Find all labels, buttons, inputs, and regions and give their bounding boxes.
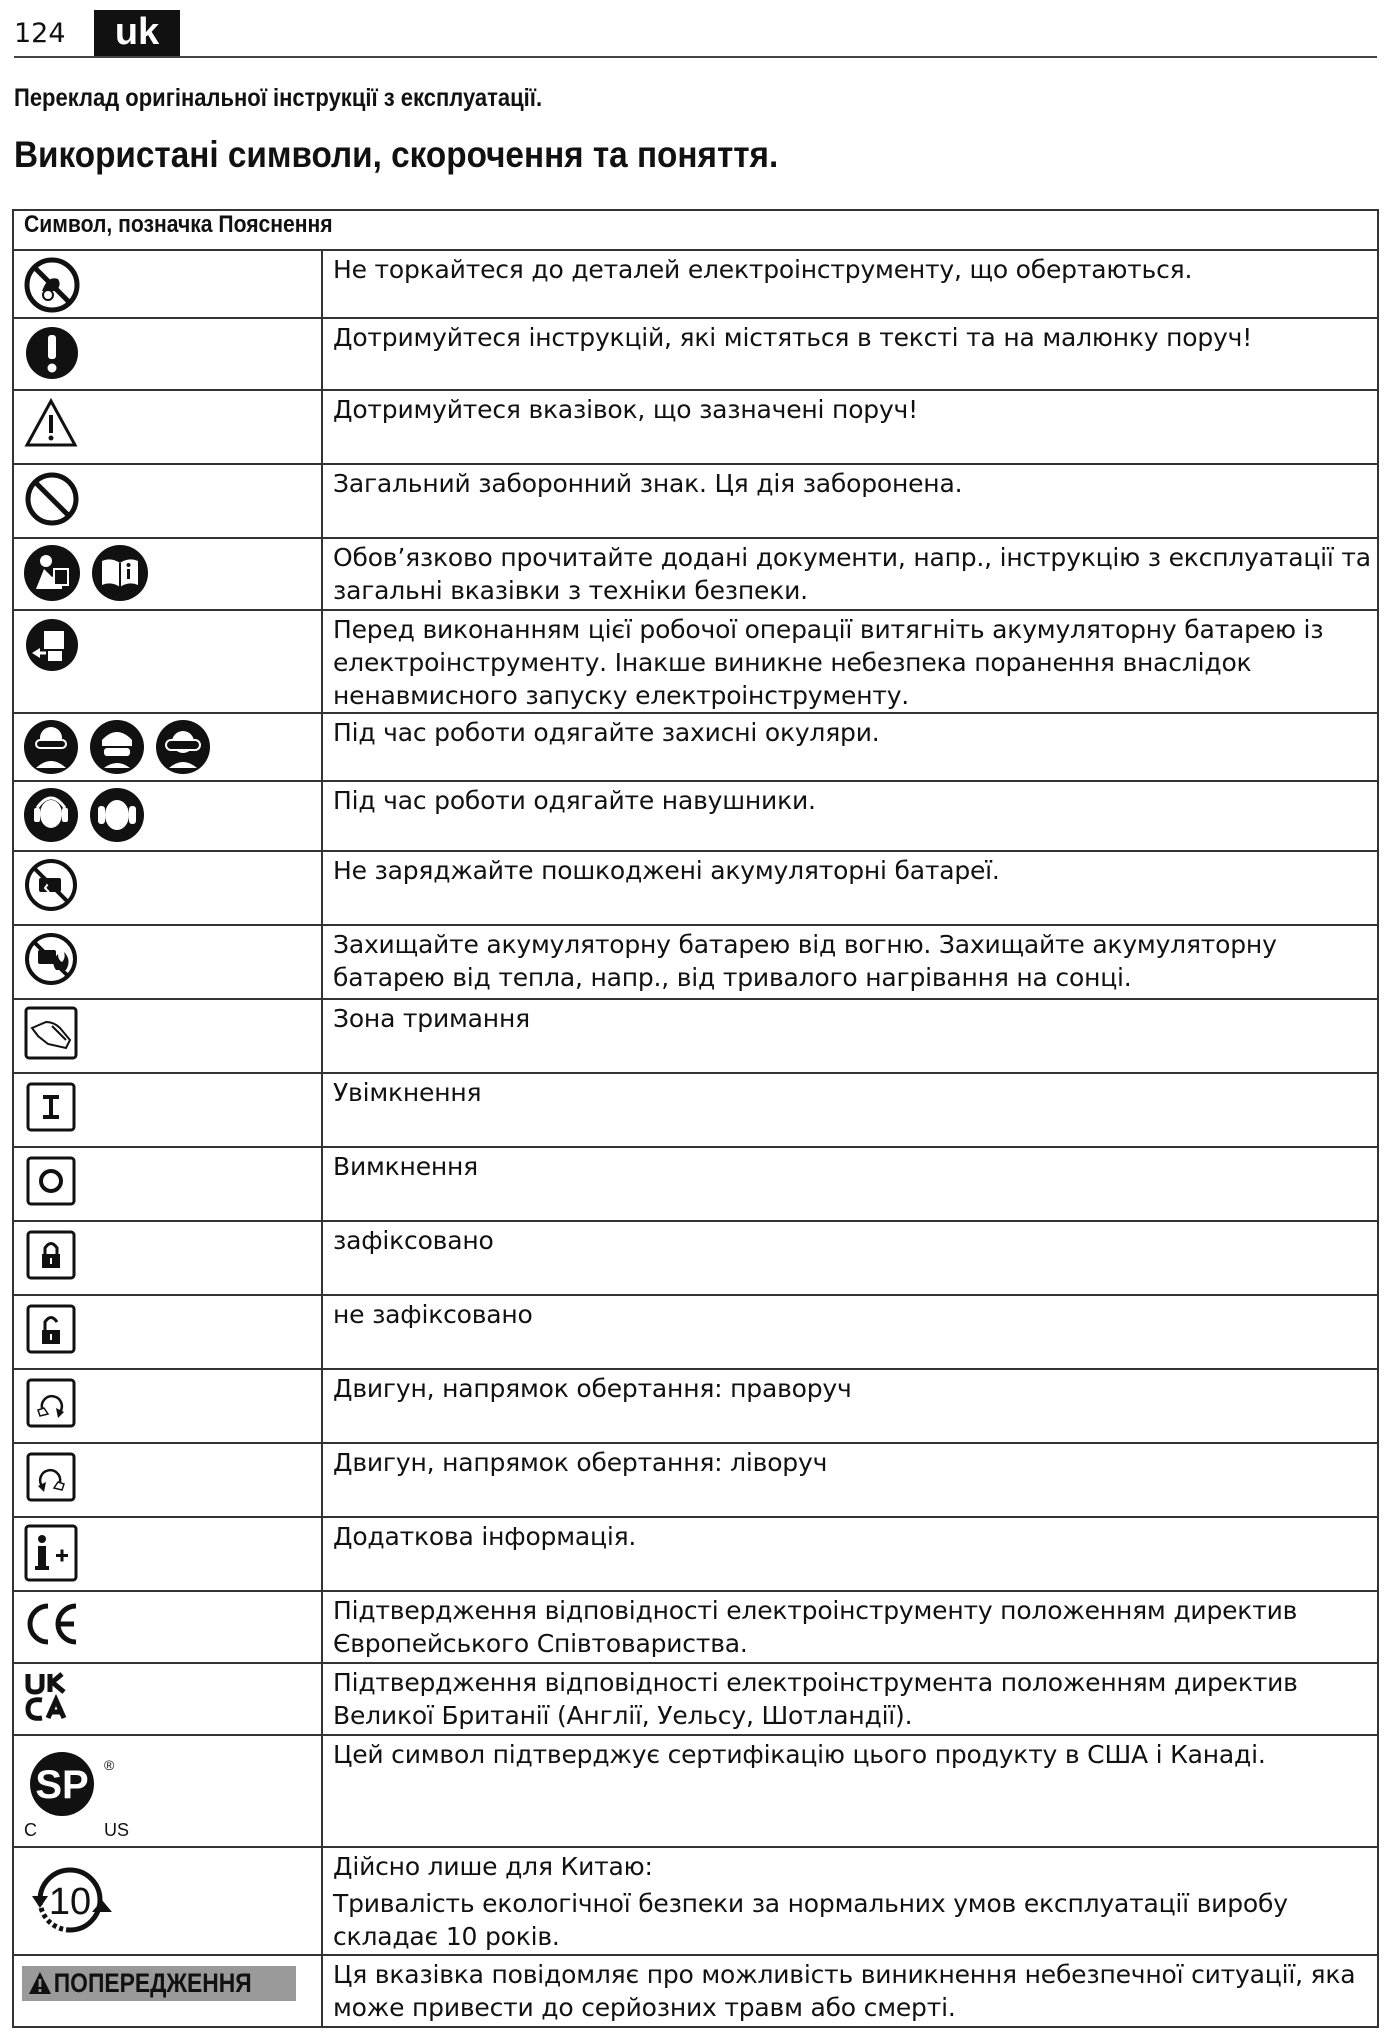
face-shield-icon [88,718,146,776]
no-charging-damaged-battery-icon [22,856,80,914]
table-row [13,250,1378,318]
table-row [13,1591,1378,1663]
table-row [13,390,1378,464]
row-text: не зафіксовано [322,1295,1378,1369]
prohibition-sign-icon [22,469,82,529]
table-row [13,318,1378,390]
rotation-clockwise-icon [22,1374,80,1432]
svg-text:US: US [104,1820,130,1840]
row-text: Захищайте акумуляторну батарею від вогню. Захищайте акумуляторну батарею від тепла, напр., від тривалого нагрівання на сонці. [322,925,1378,999]
table-header-row [13,210,1378,250]
table-row [13,1369,1378,1443]
row-text: Під час роботи одягайте захисні окуляри. [322,713,1378,781]
table-row [13,713,1378,781]
china-efup-10-icon [22,1852,118,1948]
warning-triangle-small-icon [28,1971,52,1995]
row-text: Перед виконанням цієї робочої операції витягніть акумуляторну батарею із електроінструменту. Інакше виникне небезпека поранення внаслідок ненавмисного запуску електроінструменту. [322,610,1378,713]
switch-off-icon [22,1152,80,1210]
read-manual-icon [90,543,150,603]
remove-battery-icon [22,615,82,675]
table-row [13,1517,1378,1591]
table-row [13,538,1378,610]
row-text: Зона тримання [322,999,1378,1073]
svg-text:C: C [24,1820,37,1840]
svg-text:®: ® [104,1757,115,1773]
row-text: Двигун, напрямок обертання: ліворуч [322,1443,1378,1517]
table-row [13,925,1378,999]
read-manual-person-icon [22,543,82,603]
table-row [13,1221,1378,1295]
table-row [13,1147,1378,1221]
warning-label: ПОПЕРЕДЖЕННЯ [22,1966,296,2001]
locked-icon [22,1226,80,1284]
table-header: Символ, позначка Пояснення [13,210,1378,250]
grip-area-icon [22,1004,80,1062]
wear-ear-protection-icon [88,786,146,844]
row-text-line-1: Дійсно лише для Китаю: [333,1852,653,1881]
row-text-line-2: Тривалість екологічної безпеки за нормальних умов експлуатації виробу складає 10 років. [333,1889,1288,1951]
switch-on-icon [22,1078,80,1136]
row-text: Дотримуйтеся вказівок, що зазначені поруч! [322,390,1378,464]
section-subtitle: Переклад оригінальної інструкції з експлуатації. [14,84,543,112]
table-row [13,851,1378,925]
table-row [13,1073,1378,1147]
row-text [322,1847,1378,1955]
row-text: Увімкнення [322,1073,1378,1147]
row-text: Дотримуйтеся інструкцій, які містяться в тексті та на малюнку поруч! [322,318,1378,390]
row-text: Загальний заборонний знак. Ця дія заборонена. [322,464,1378,538]
svg-text:10: 10 [48,1881,92,1923]
table-row [13,1443,1378,1517]
svg-text:SP: SP [35,1763,89,1807]
table-row [13,1295,1378,1369]
row-text: Двигун, напрямок обертання: праворуч [322,1369,1378,1443]
table-row [13,1847,1378,1955]
mandatory-exclamation-icon [22,323,82,383]
rotation-counterclockwise-icon [22,1448,80,1506]
no-touching-rotating-parts-icon [22,255,82,315]
header-divider [14,56,1377,58]
row-text: зафіксовано [322,1221,1378,1295]
ce-mark-icon [22,1596,82,1652]
row-text: Підтвердження відповідності електроінструменту положенням директив Європейського Співтовариства. [322,1591,1378,1663]
wear-goggles-icon [154,718,212,776]
ear-muffs-icon [22,786,80,844]
row-text: Підтвердження відповідності електроінструмента положенням директив Великої Британії (Англії, Уельсу, Шотландії). [322,1663,1378,1735]
row-text: Не торкайтеся до деталей електроінструменту, що обертаються. [322,250,1378,318]
row-text: Вимкнення [322,1147,1378,1221]
unlocked-icon [22,1300,80,1358]
ukca-mark-icon [22,1668,72,1724]
page-number: 124 [14,18,66,49]
row-text: Обов’язково прочитайте додані документи, напр., інструкцію з експлуатації та загальні вказівки з техніки безпеки. [322,538,1378,610]
table-row [13,781,1378,851]
warning-triangle-icon [22,395,80,453]
row-text: Цей символ підтверджує сертифікацію цього продукту в США і Канаді. [322,1735,1378,1847]
table-row [13,464,1378,538]
table-row [13,610,1378,713]
csa-mark-icon [22,1740,142,1840]
row-text: Додаткова інформація. [322,1517,1378,1591]
row-text: Ця вказівка повідомляє про можливість виникнення небезпечної ситуації, яка може привести до серйозних травм або смерті. [322,1955,1378,2027]
table-row [13,1955,1378,2027]
section-title: Використані символи, скорочення та поняття. [14,134,779,175]
protect-battery-from-fire-icon [22,930,80,988]
row-text: Під час роботи одягайте навушники. [322,781,1378,851]
goggles-helmet-icon [22,718,80,776]
table-row [13,1735,1378,1847]
language-badge: uk [94,10,180,57]
table-row [13,999,1378,1073]
row-text: Не заряджайте пошкоджені акумуляторні батареї. [322,851,1378,925]
additional-info-icon [22,1522,80,1584]
symbols-table [12,209,1379,2028]
table-row [13,1663,1378,1735]
